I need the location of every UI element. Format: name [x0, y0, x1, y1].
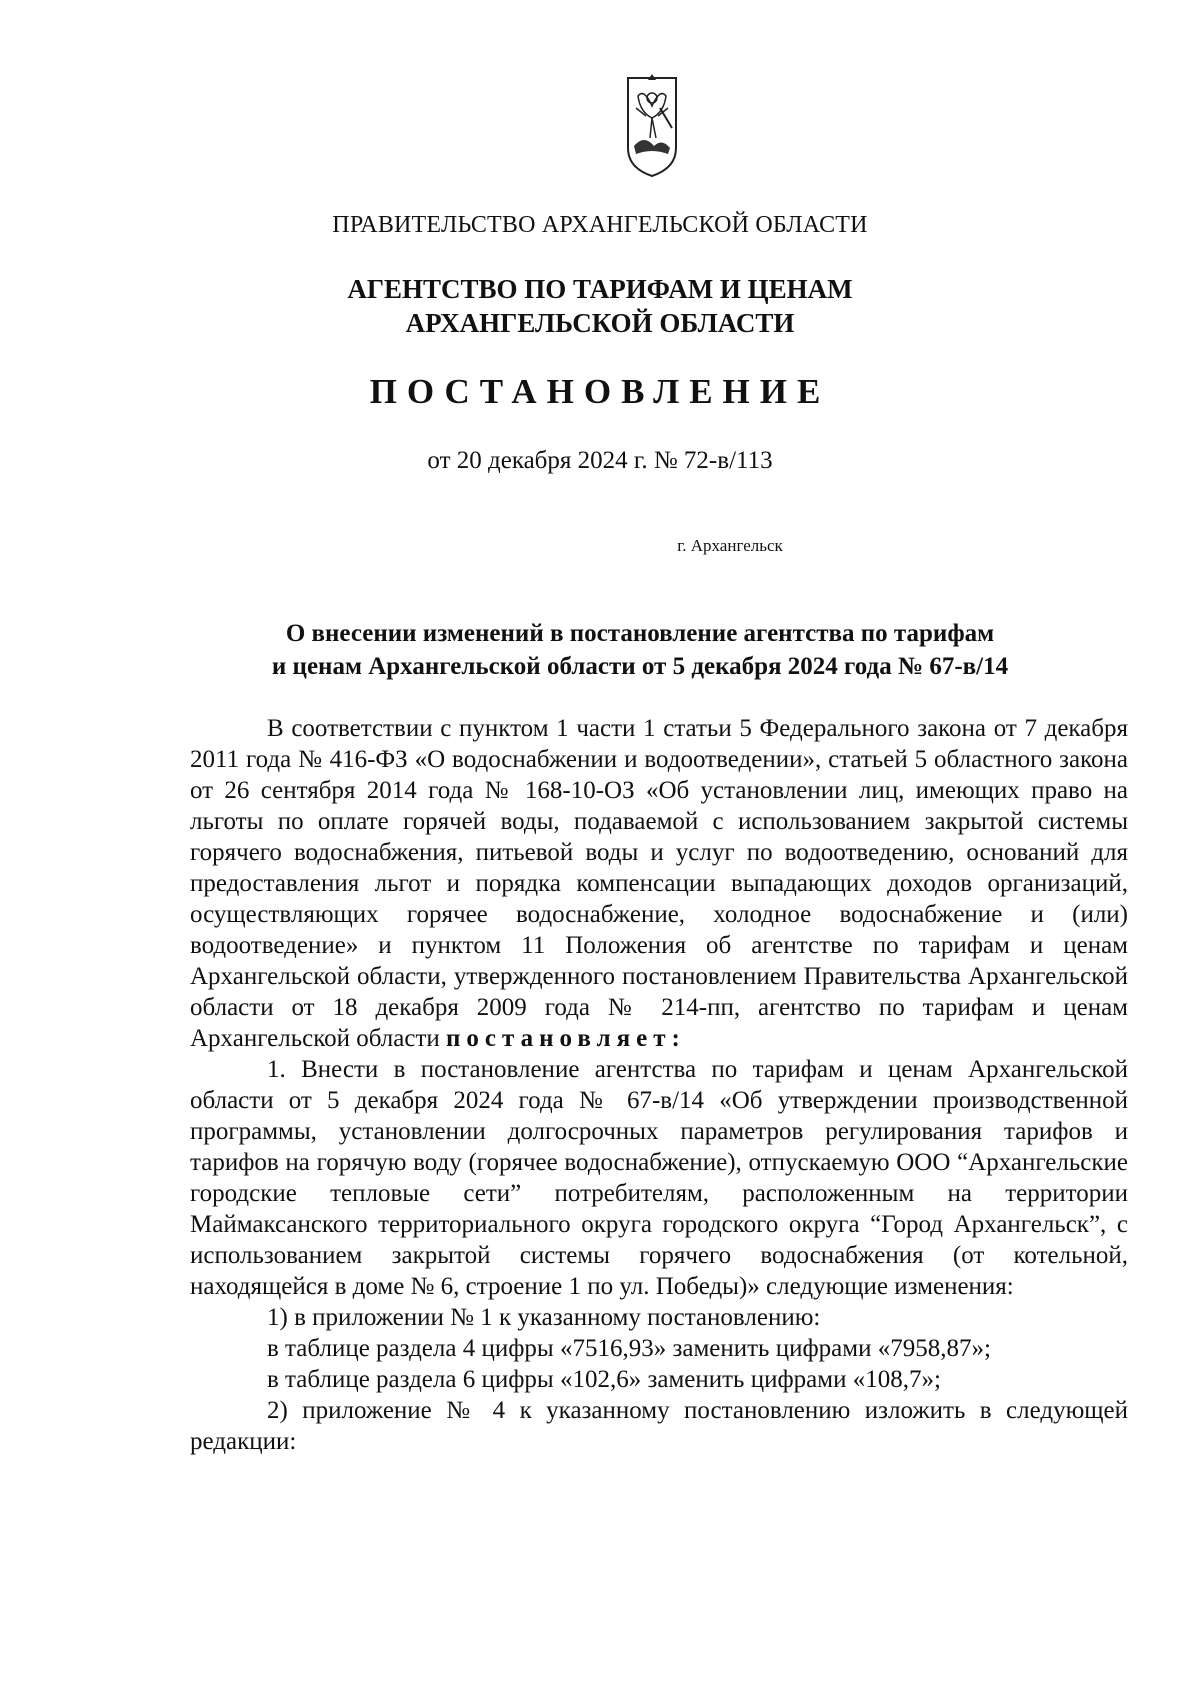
- document-subject: [40, 617, 1200, 683]
- document-type-title: ПОСТАНОВЛЕНИЕ: [369, 372, 831, 411]
- agency-name: [0, 272, 1200, 340]
- subject-line1: О внесении изменений в постановление агентства по тарифам: [285, 620, 995, 647]
- agency-name-line2: АРХАНГЕЛЬСКОЙ ОБЛАСТИ: [405, 308, 795, 338]
- document-city: г. Архангельск: [677, 536, 783, 555]
- item-1-paragraph: 1. Внести в постановление агентства по тарифам и ценам Архангельской области от 5 декабря 2024 года № 67-в/14 «Об утверждении производственной программы, установлении долгосрочных параметров регулирования тарифов и тарифов на горячую воду (горячее водоснабжение), отпускаемую ООО “Архангельские городские тепловые сети” потребителям, расположенным на территории Маймаксанского территориального округа городского округа “Город Архангельск”, с использованием закрытой системы горячего водоснабжения (от котельной, находящейся в доме № 6, строение 1 по ул. Победы)» следующие изменения:: [190, 1056, 1128, 1300]
- document-body: [190, 713, 1128, 1457]
- item-1-2-paragraph: 2) приложение № 4 к указанному постановлению изложить в следующей редакции:: [190, 1397, 1128, 1455]
- preamble-paragraph: [190, 713, 1128, 1054]
- government-name: ПРАВИТЕЛЬСТВО АРХАНГЕЛЬСКОЙ ОБЛАСТИ: [332, 212, 868, 238]
- document-date-number: от 20 декабря 2024 г. № 72-в/113: [427, 447, 773, 474]
- item-1-1b-paragraph: в таблице раздела 6 цифры «102,6» заменить цифрами «108,7»;: [267, 1366, 941, 1393]
- resolves-word: постановляет:: [446, 1025, 686, 1052]
- agency-name-line1: АГЕНТСТВО ПО ТАРИФАМ И ЦЕНАМ: [347, 274, 853, 304]
- preamble-text: В соответствии с пунктом 1 части 1 статьи 5 Федерального закона от 7 декабря 2011 года № 416-ФЗ «О водоснабжении и водоотведении», статьей 5 областного закона от 26 сентября 2014 года № 168-10-ОЗ «Об установлении лиц, имеющих право на льготы по оплате горячей воды, подаваемой с использованием закрытой системы горячего водоснабжения, питьевой воды и услуг по водоотведению, оснований для предоставления льгот и порядка компенсации выпадающих доходов организаций, осуществляющих горячее водоснабжение, холодное водоснабжение и (или) водоотведение» и пунктом 11 Положения об агентстве по тарифам и ценам Архангельской области, утвержденного постановлением Правительства Архангельской области от 18 декабря 2009 года № 214-пп, агентство по тарифам и ценам Архангельской области: [190, 715, 1128, 1052]
- coat-of-arms-icon: [620, 68, 684, 184]
- item-1-1-paragraph: 1) в приложении № 1 к указанному постановлению:: [267, 1304, 821, 1331]
- subject-line2: и ценам Архангельской области от 5 декабря 2024 года № 67-в/14: [271, 653, 1009, 680]
- item-1-1a-paragraph: в таблице раздела 4 цифры «7516,93» заменить цифрами «7958,87»;: [267, 1335, 991, 1362]
